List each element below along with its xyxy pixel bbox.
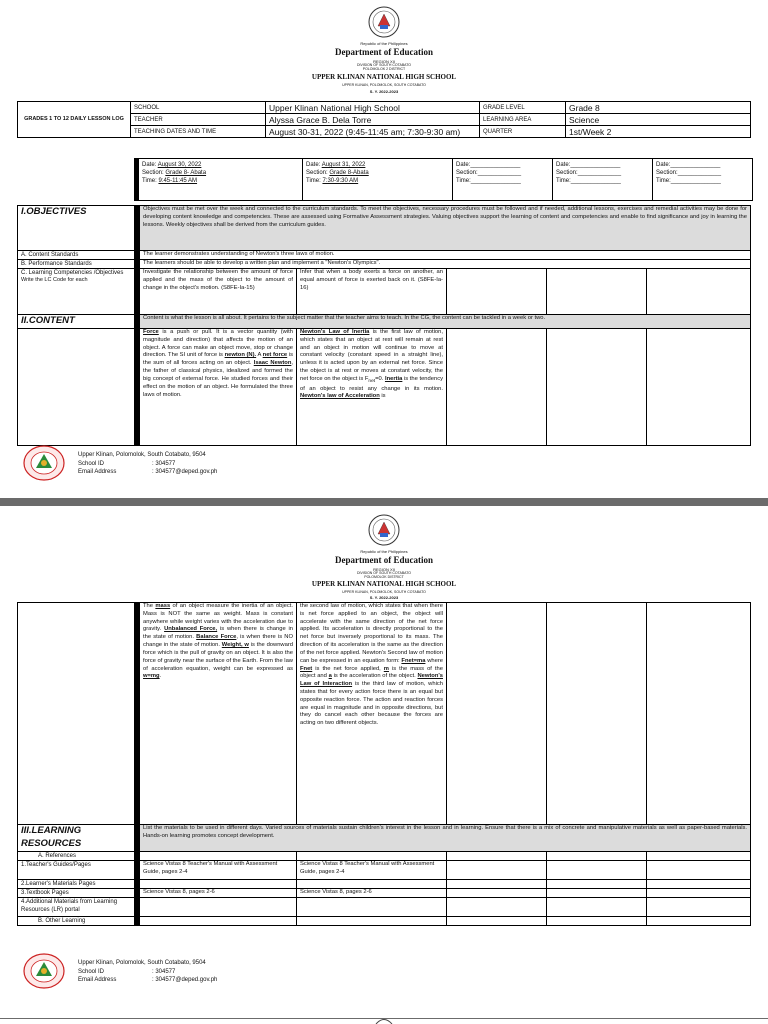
content-heading: II.CONTENT [18,315,135,329]
textbook-pages-day-2: Science Vistas 8, pages 2-6 [297,888,447,897]
division-line: DIVISION OF SOUTH COTABATO [356,63,412,67]
learners-materials-day-1 [140,879,297,888]
school-logo-icon [22,952,66,990]
footer-email-row: Email Address : 304577@deped.gov.ph [78,469,218,476]
content-day-2-part-1: Newton's Law of Inertia is the first law of motion, which states that an object at rest will remain at rest and an object in motion will continue to move at constant velocity (constant speed in a straight line), unless it is acted upon by an external net force. Since the object is at rest or moves at constant velocity, the net force on the object is $F_{net}=0$. Inertia is the tendency of an object to resist any change in its motion. Newton's law of Acceleration is [297,329,447,446]
grade-level-label: GRADE LEVEL [480,102,566,114]
teachers-guides-day-1: Science Vistas 8 Teacher's Manual with Assessment Guide, pages 2-4 [140,860,297,879]
deped-seal-icon [368,514,400,546]
document-page-1 [0,0,768,498]
teachers-guides-day-2: Science Vistas 8 Teacher's Manual with Assessment Guide, pages 2-4 [297,860,447,879]
teachers-guides-label: 1.Teacher's Guides/Pages [18,860,135,879]
document-page-2 [0,506,768,1018]
day-3-header: Date:_______________ Section:_____________ Time:_______________ [453,159,553,201]
day-2-header: Date: August 31, 2022 Section: Grade 8-Abata Time: 7:30-9:30 AM [303,159,453,201]
lc-day-1: Investigate the relationship between the amount of force applied and the mass of the object to the amount of change in the object's motion. (S8FE-Ia-15) [140,269,297,315]
learning-competencies-label: C. Learning Competencies /Objectives [21,270,124,277]
other-learning-label: B. Other Learning [18,916,135,925]
teaching-dates-label: TEACHING DATES AND TIME [131,126,266,138]
content-day-1-part-1: Force is a push or pull. It is a vector quantity (with magnitude and direction) that affects the motion of an object. A force can make an object move, stop or change direction. The SI unit of force is newton (N). A net force is the sum of all forces acting on an object. Isaac Newton, the father of classical physics, idealized and formed the big concept of external force. He studied forces and their effect on the motion of an object. He formulated the three laws of motion. [140,329,297,446]
republic-line: Republic of the Philippines [360,549,408,554]
department-name: Department of Education [335,47,433,57]
learning-area-value: Science [566,114,751,126]
republic-line: Republic of the Philippines [360,41,408,46]
footer-school-id-row: School ID : 304577 [78,968,176,975]
content-instructions: Content is what the lesson is all about. It pertains to the subject matter that the teacher aims to teach. In the CG, the content can be tackled in a week or two. [140,315,751,329]
additional-materials-label: 4.Additional Materials from Learning Resources (LR) portal [18,897,135,916]
lesson-info-table [17,101,751,138]
footer-address: Upper Klinan, Polomolok, South Cotabato, 9504 [78,960,206,966]
learning-area-label: LEARNING AREA [480,114,566,126]
day-4-header: Date:_______________ Section:_____________ Time:_______________ [553,159,653,201]
teacher-value: Alyssa Grace B. Dela Torre [266,114,480,126]
learning-resources-instructions: List the materials to be used in different days. Varied sources of materials sustain children's interest in the lesson and in learning. Ensure that there is a mix of concrete and manipulative materials as well as paper-based materials. Hands-on learning promotes concept development. [140,825,751,852]
quarter-value: 1st/Week 2 [566,126,751,138]
deped-seal-icon [374,1019,394,1024]
content-day-1-part-2: The mass of an object measure the inertia of an object. Mass is NOT the same as weight. Mass is constant anywhere while weight varies with the acceleration due to gravity. Unbalanced Force, is when there is change in the state of motion. Balance Force, is when there is NO change in the state of motion. Weight, w is the downward force which is the pull of gravity on an object. It is also the force of gravity near the surface of the Earth. From the law of acceleration equation, weight can be expressed as w=mg. [140,603,297,825]
performance-standards-text: The learners should be able to develop a written plan and implement a "Newton's Olympics". [140,260,751,269]
school-address-header: UPPER KLINAN, POLOMOLOK, SOUTH COTABATO [342,83,426,87]
school-year: S. Y. 2022-2023 [369,89,399,94]
footer-email-row: Email Address : 304577@deped.gov.ph [78,977,218,984]
school-logo-icon [22,444,66,482]
textbook-pages-day-1: Science Vistas 8, pages 2-6 [140,888,297,897]
district-line: POLOMOLOK DISTRICT [364,575,404,579]
teacher-label: TEACHER [131,114,266,126]
learning-competencies-cell [18,269,135,315]
learners-materials-day-2 [297,879,447,888]
region-line: REGION XII [373,59,395,64]
learning-resources-heading: III.LEARNING RESOURCES [18,825,135,852]
session-dates-table [134,158,753,201]
textbook-pages-label: 3.Textbook Pages [18,888,135,897]
lc-code-note: Write the LC Code for each [21,277,88,284]
learners-materials-label: 2.Learner's Materials Pages [18,879,135,888]
log-title: GRADES 1 TO 12 DAILY LESSON LOG [18,102,131,138]
content-standards-text: The learner demonstrates understanding of Newton's three laws of motion. [140,251,751,260]
school-label: SCHOOL [131,102,266,114]
references-label: A. References [18,851,135,860]
region-line: REGION XII [373,567,395,572]
school-name-header: UPPER KLINAN NATIONAL HIGH SCHOOL [311,73,457,81]
content-day-2-part-2: the second law of motion, which states that when there is net force applied to an object, the object will accelerate with the same direction of the net force applied. Its acceleration is directly proportional to the net force but inversely proportional to its mass. The direction of its acceleration is the same as the direction of the net force applied. Newton's Second law of motion can be expressed in an equation form: Fnet=ma where Fnet is the net force applied, m is the mass of the object and a is the acceleration of the object. Newton's Law of Interaction is the third law of motion, which states that for every action force there is an equal but opposite reaction force. The action and reaction forces are equal in magnitude and in opposite directions, but they do cancel each other because the forces are acting on two different objects. [297,603,447,825]
additional-materials-day-2 [297,897,447,916]
department-name: Department of Education [335,555,433,565]
school-name-header: UPPER KLINAN NATIONAL HIGH SCHOOL [311,580,457,588]
additional-materials-day-1 [140,897,297,916]
district-line: POLOMOLOK 2 DISTRICT [362,67,406,71]
footer-school-id-row: School ID : 304577 [78,460,176,467]
performance-standards-label: B. Performance Standards [18,260,135,269]
quarter-label: QUARTER [480,126,566,138]
grade-level-value: Grade 8 [566,102,751,114]
objectives-table [17,205,751,446]
school-value: Upper Klinan National High School [266,102,480,114]
school-year: S. Y. 2022-2023 [369,595,399,600]
deped-seal-icon [368,6,400,38]
content-standards-label: A. Content Standards [18,251,135,260]
day-1-header: Date: August 30, 2022 Section: Grade 8- Abata Time: 9:45-11:45 AM [137,159,303,201]
lc-day-2: Infer that when a body exerts a force on another, an equal amount of force is exerted back on it. (S8FE-Ia-16) [297,269,447,315]
objectives-instructions: Objectives must be met over the week and connected to the curriculum standards. To meet the objectives, necessary procedures must be followed and if needed, additional lessons, exercises and remedial activities may be done for developing content knowledge and competencies. These are assessed using Formative Assessment strategies. Valuing objectives support the learning of content and competencies and enable to find significance and joy in learning the lessons. Weekly objectives shall be derived from the curriculum guides. [140,206,751,251]
footer-address: Upper Klinan, Polomolok, South Cotabato, 9504 [78,452,206,458]
school-address-header: UPPER KLINAN, POLOMOLOK, SOUTH COTABATO [342,590,426,594]
content-continued-table [17,602,751,926]
day-5-header: Date:_______________ Section:_____________ Time:_______________ [653,159,753,201]
division-line: DIVISION OF SOUTH COTABATO [356,571,412,575]
document-page-3-edge [0,1019,768,1024]
teaching-dates-value: August 30-31, 2022 (9:45-11:45 am; 7:30-9:30 am) [266,126,480,138]
objectives-heading: I.OBJECTIVES [18,206,135,251]
